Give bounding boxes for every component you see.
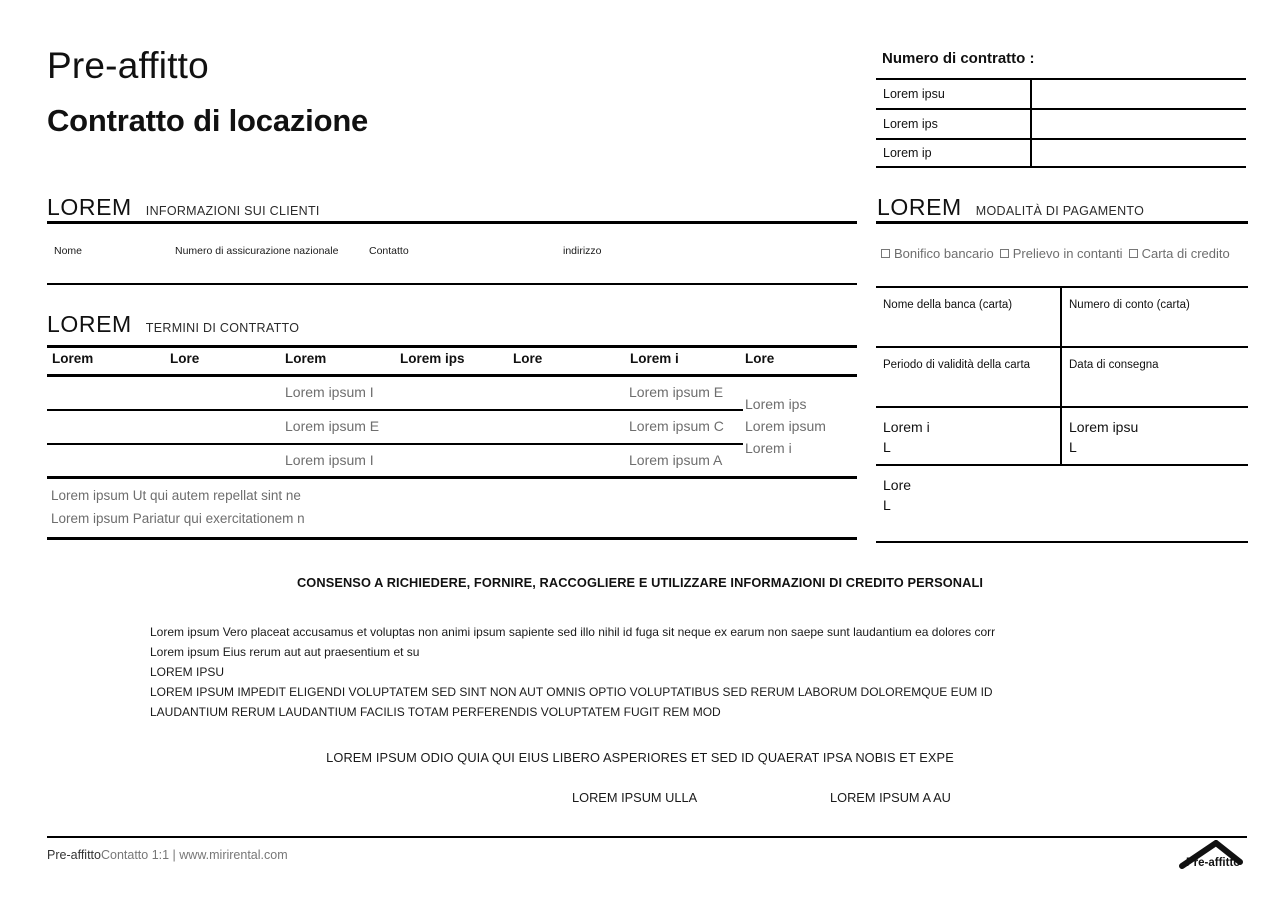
payment-cell-footer-line2: L	[883, 497, 891, 514]
payment-cell-signature-left-line2: L	[883, 439, 891, 456]
terms-row-1-col-3: Lorem ipsum I	[285, 384, 374, 400]
payment-cell-footer[interactable]	[876, 466, 1248, 541]
consent-paragraph-4: LOREM IPSUM IMPEDIT ELIGENDI VOLUPTATEM SED SINT NON AUT OMNIS OPTIO VOLUPTATIBUS SED RERUM LABORUM DOLOREMQUE EUM ID	[150, 685, 993, 699]
terms-column-4: Lorem ips	[400, 351, 465, 366]
terms-row-2-col-6: Lorem ipsum C	[629, 418, 724, 434]
terms-row-3-col-6: Lorem ipsum A	[629, 452, 723, 468]
checkbox-icon[interactable]	[881, 249, 890, 258]
consent-paragraph-2: Lorem ipsum Eius rerum aut aut praesentium et su	[150, 645, 420, 659]
terms-row-1-col-7: Lorem ips	[745, 396, 807, 412]
customer-column-indirizzo: indirizzo	[563, 245, 602, 257]
payment-option-bank-transfer[interactable]	[881, 246, 994, 261]
table-row	[876, 78, 1246, 108]
terms-column-1: Lorem	[52, 351, 94, 366]
footer-contact: Contatto 1:1 | www.mirirental.com	[100, 848, 288, 862]
payment-option-credit-card[interactable]	[1129, 246, 1230, 261]
contract-number-label: Numero di contratto :	[882, 50, 1035, 67]
signature-label-left: LOREM IPSUM ULLA	[572, 790, 698, 805]
customer-columns-row	[47, 245, 857, 263]
terms-column-5: Lore	[513, 351, 543, 366]
payment-option-cash[interactable]	[1000, 246, 1123, 261]
customer-section-bottom-rule	[47, 283, 857, 285]
payment-section-rule	[876, 221, 1248, 224]
document-title-bold: Contratto di locazione	[47, 103, 369, 138]
payment-option-label: Prelievo in contanti	[1012, 246, 1123, 261]
customer-section-badge: LOREM	[47, 194, 132, 220]
contract-row-key: Lorem ips	[876, 109, 1032, 139]
customer-column-nome: Nome	[54, 245, 83, 257]
payment-cell-card-validity[interactable]: Periodo di validità della carta	[876, 348, 1062, 406]
payment-cell-footer-line1: Lore	[883, 477, 912, 493]
terms-row-3-col-3: Lorem ipsum I	[285, 452, 374, 468]
checkbox-icon[interactable]	[1129, 249, 1138, 258]
payment-section-heading	[877, 194, 1144, 221]
table-row	[876, 138, 1246, 168]
brand-logo	[1178, 840, 1258, 876]
contract-number-table	[876, 78, 1246, 168]
customer-section-heading	[47, 194, 320, 221]
checkbox-icon[interactable]	[1000, 249, 1009, 258]
consent-centered-line: LOREM IPSUM ODIO QUIA QUI EIUS LIBERO ASPERIORES ET SED ID QUAERAT IPSA NOBIS ET EXPE	[326, 750, 954, 765]
table-row	[876, 464, 1248, 543]
consent-paragraph-5: LAUDANTIUM RERUM LAUDANTIUM FACILIS TOTAM PERFERENDIS VOLUPTATEM FUGIT REM MOD	[150, 705, 721, 719]
payment-cell-signature-left[interactable]	[876, 408, 1062, 464]
payment-cell-signature-right-line2: L	[1069, 439, 1077, 456]
contract-row-value[interactable]	[1032, 109, 1246, 139]
terms-column-7: Lore	[745, 351, 775, 366]
terms-row-3-rule	[47, 476, 857, 479]
terms-note-1: Lorem ipsum Ut qui autem repellat sint ne	[51, 488, 301, 503]
table-row	[876, 346, 1248, 406]
consent-body	[150, 622, 1150, 722]
terms-column-headers	[47, 351, 857, 371]
customer-column-contatto: Contatto	[369, 245, 409, 257]
terms-note-2: Lorem ipsum Pariatur qui exercitationem n	[51, 511, 305, 526]
terms-section-heading	[47, 311, 299, 338]
terms-row-2-col-7: Lorem ipsum	[745, 418, 826, 434]
document-title-light: Pre-affitto	[47, 45, 209, 86]
table-row	[876, 286, 1248, 346]
terms-row-3-col-7: Lorem i	[745, 440, 792, 456]
payment-options	[881, 246, 1230, 261]
payment-section-badge: LOREM	[877, 194, 962, 220]
customer-column-insurance-number: Numero di assicurazione nazionale	[175, 245, 339, 257]
payment-details-table	[876, 286, 1248, 543]
terms-row-2-rule	[47, 443, 743, 445]
terms-section-bottom-rule	[47, 537, 857, 540]
contract-row-value[interactable]	[1032, 79, 1246, 109]
payment-cell-delivery-date[interactable]: Data di consegna	[1069, 359, 1159, 371]
contract-row-value[interactable]	[1032, 138, 1246, 168]
contract-row-key: Lorem ip	[876, 138, 1032, 168]
terms-header-top-rule	[47, 345, 857, 348]
terms-section-subtitle: TERMINI DI CONTRATTO	[145, 321, 300, 335]
table-row	[876, 108, 1246, 138]
table-row	[876, 406, 1248, 464]
footer-rule	[47, 836, 1247, 838]
payment-cell-signature-right-line1: Lorem ipsu	[1069, 419, 1139, 435]
terms-header-bottom-rule	[47, 374, 857, 377]
consent-paragraph-3: LOREM IPSU	[150, 665, 225, 679]
signature-label-right: LOREM IPSUM A AU	[830, 790, 951, 805]
terms-section-badge: LOREM	[47, 311, 132, 337]
payment-cell-signature-left-line1: Lorem i	[883, 419, 930, 435]
terms-row-1-col-6: Lorem ipsum E	[629, 384, 724, 400]
payment-cell-account-number[interactable]: Numero di conto (carta)	[1069, 299, 1190, 311]
consent-title: CONSENSO A RICHIEDERE, FORNIRE, RACCOGLIERE E UTILIZZARE INFORMAZIONI DI CREDITO PERSONALI	[296, 575, 984, 590]
footer-brand: Pre-affitto	[47, 848, 101, 862]
payment-option-label: Bonifico bancario	[894, 246, 994, 261]
payment-section-subtitle: MODALITÀ DI PAGAMENTO	[975, 204, 1145, 218]
customer-section-rule	[47, 221, 857, 224]
brand-logo-text: Pre-affitto	[1186, 857, 1241, 869]
signature-line-row	[0, 790, 1280, 810]
contract-row-key: Lorem ipsu	[876, 79, 1032, 109]
payment-cell-bank-name[interactable]: Nome della banca (carta)	[876, 288, 1062, 346]
terms-row-1-rule	[47, 409, 743, 411]
terms-column-6: Lorem i	[630, 351, 679, 366]
payment-cell-signature-right[interactable]	[1062, 408, 1248, 464]
payment-option-label: Carta di credito	[1141, 246, 1230, 261]
consent-paragraph-1: Lorem ipsum Vero placeat accusamus et voluptas non animi ipsum sapiente sed illo nihil id fuga sit neque ex earum non saepe sunt laudantium ea dolores corr	[150, 625, 996, 639]
terms-column-3: Lorem	[285, 351, 327, 366]
footer-text	[47, 848, 288, 862]
terms-row-2-col-3: Lorem ipsum E	[285, 418, 380, 434]
terms-column-2: Lore	[170, 351, 200, 366]
customer-section-subtitle: INFORMAZIONI SUI CLIENTI	[145, 204, 320, 218]
